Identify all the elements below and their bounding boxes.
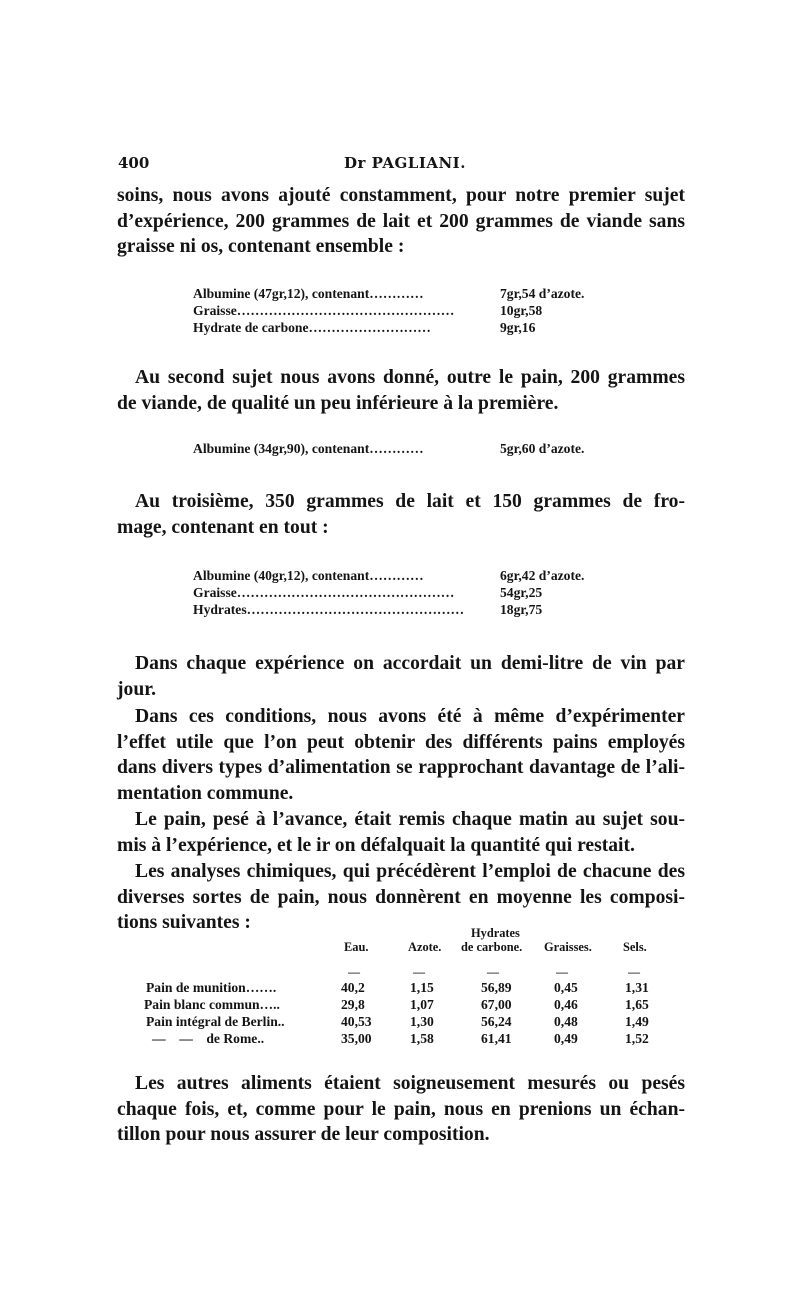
text-line: tions suivantes :: [117, 912, 251, 933]
list-item-label: Albumine (34gr,90), contenant…………: [193, 441, 424, 456]
text-line: jour.: [117, 678, 157, 700]
list-item-value: 5gr,60 d’azote.: [500, 441, 585, 456]
table-row: [140, 1013, 670, 1030]
column-dash: —: [413, 965, 425, 979]
paragraph-4: [117, 651, 685, 702]
text-line: de viande, de qualité un peu inférieure à la première.: [117, 392, 559, 414]
text-line: chaque fois, et, comme pour le pain, nous en prenions un échan-: [117, 1098, 685, 1120]
text-line: diverses sortes de pain, nous donnèrent en moyenne les composi-: [117, 886, 685, 908]
text-line: dans divers types d’alimentation se rapprochant davantage de l’ali-: [117, 757, 685, 778]
row-name: — — de Rome..: [152, 1031, 265, 1046]
text-line: mentation commune.: [117, 782, 294, 804]
row-name: Pain de munition…….: [146, 980, 277, 995]
column-header-azote: Azote.: [408, 940, 442, 954]
cell-hydrates: 61,41: [481, 1031, 512, 1046]
text-line: d’expérience, 200 grammes de lait et 200 grammes de viande sans: [117, 210, 685, 232]
column-header-eau: Eau.: [344, 940, 369, 954]
paragraph-5: [117, 704, 685, 806]
list-item-label: Albumine (40gr,12), contenant…………: [193, 568, 424, 583]
cell-eau: 40,53: [341, 1014, 372, 1029]
text-line: Les autres aliments étaient soigneusement mesurés ou pesés: [135, 1073, 685, 1094]
paragraph-1: [117, 183, 685, 260]
text-line: Dans ces conditions, nous avons été à même d’expérimenter: [135, 706, 685, 727]
column-dash: —: [348, 965, 360, 979]
cell-azote: 1,30: [410, 1014, 434, 1029]
cell-azote: 1,58: [410, 1031, 434, 1046]
cell-sels: 1,49: [625, 1014, 649, 1029]
row-name: Pain intégral de Berlin..: [146, 1014, 285, 1029]
list-item-value: 7gr,54 d’azote.: [500, 286, 585, 301]
list-item: [193, 302, 623, 319]
text-line: tillon pour nous assurer de leur composition.: [117, 1124, 490, 1145]
nutrient-list-1: [193, 285, 623, 336]
list-item: [193, 440, 623, 457]
list-item-label: Graisse…………………………………………: [193, 585, 455, 600]
column-dash: —: [487, 965, 499, 979]
text-line: Le pain, pesé à l’avance, était remis chaque matin au sujet sou-: [135, 809, 685, 830]
list-item: [193, 584, 623, 601]
list-item: [193, 601, 623, 618]
cell-graisses: 0,49: [554, 1031, 578, 1046]
paragraph-8: [117, 1071, 685, 1148]
list-item: [193, 319, 623, 336]
running-head: Dr PAGLIANI.: [344, 154, 466, 172]
column-header-hydrates-top: Hydrates: [471, 926, 520, 940]
cell-eau: 29,8: [341, 997, 365, 1012]
list-item-label: Hydrate de carbone………………………: [193, 320, 431, 335]
text-line: Au second sujet nous avons donné, outre le pain, 200 grammes: [135, 367, 685, 388]
column-header-hydrates-bottom: de carbone.: [461, 940, 523, 954]
text-line: Dans chaque expérience on accordait un demi-litre de vin par: [135, 653, 685, 674]
list-item-value: 6gr,42 d’azote.: [500, 568, 585, 583]
cell-graisses: 0,46: [554, 997, 578, 1012]
list-item-value: 9gr,16: [500, 320, 536, 335]
column-dash: —: [628, 965, 640, 979]
row-name: Pain blanc commun…..: [144, 997, 280, 1012]
text-line: Les analyses chimiques, qui précédèrent l’emploi de chacune des: [135, 861, 685, 882]
list-item-label: Hydrates…………………………………………: [193, 602, 465, 617]
text-line: graisse ni os, contenant ensemble :: [117, 236, 405, 257]
cell-azote: 1,15: [410, 980, 434, 995]
page-number: 400: [118, 154, 150, 172]
list-item-value: 54gr,25: [500, 585, 543, 600]
column-header-graisses: Graisses.: [544, 940, 592, 954]
cell-hydrates: 67,00: [481, 997, 512, 1012]
text-line: soins, nous avons ajouté constamment, pour notre premier sujet: [117, 185, 685, 206]
text-line: l’effet utile que l’on peut obtenir des différents pains employés: [117, 731, 685, 753]
cell-graisses: 0,48: [554, 1014, 578, 1029]
table-row: [140, 1030, 670, 1047]
paragraph-6: [117, 807, 685, 858]
cell-eau: 35,00: [341, 1031, 372, 1046]
text-line: mis à l’expérience, et le ir on défalquait la quantité qui restait.: [117, 834, 635, 856]
text-line: mage, contenant en tout :: [117, 516, 329, 538]
nutrient-list-2: [193, 440, 623, 457]
nutrient-list-3: [193, 567, 623, 618]
list-item: [193, 567, 623, 584]
cell-hydrates: 56,24: [481, 1014, 512, 1029]
cell-sels: 1,65: [625, 997, 649, 1012]
cell-sels: 1,31: [625, 980, 649, 995]
table-row: [140, 979, 670, 996]
table-row: [140, 996, 670, 1013]
paragraph-3: [117, 489, 685, 540]
paragraph-2: [117, 365, 685, 416]
list-item: [193, 285, 623, 302]
page-header: [118, 154, 688, 178]
list-item-label: Graisse…………………………………………: [193, 303, 455, 318]
cell-sels: 1,52: [625, 1031, 649, 1046]
list-item-value: 18gr,75: [500, 602, 543, 617]
cell-graisses: 0,45: [554, 980, 578, 995]
list-item-label: Albumine (47gr,12), contenant…………: [193, 286, 424, 301]
column-header-sels: Sels.: [623, 940, 647, 954]
cell-azote: 1,07: [410, 997, 434, 1012]
bread-composition-table: [140, 924, 670, 1054]
cell-eau: 40,2: [341, 980, 365, 995]
cell-hydrates: 56,89: [481, 980, 512, 995]
text-line: Au troisième, 350 grammes de lait et 150 grammes de fro-: [135, 491, 685, 512]
column-dash: —: [556, 965, 568, 979]
list-item-value: 10gr,58: [500, 303, 543, 318]
